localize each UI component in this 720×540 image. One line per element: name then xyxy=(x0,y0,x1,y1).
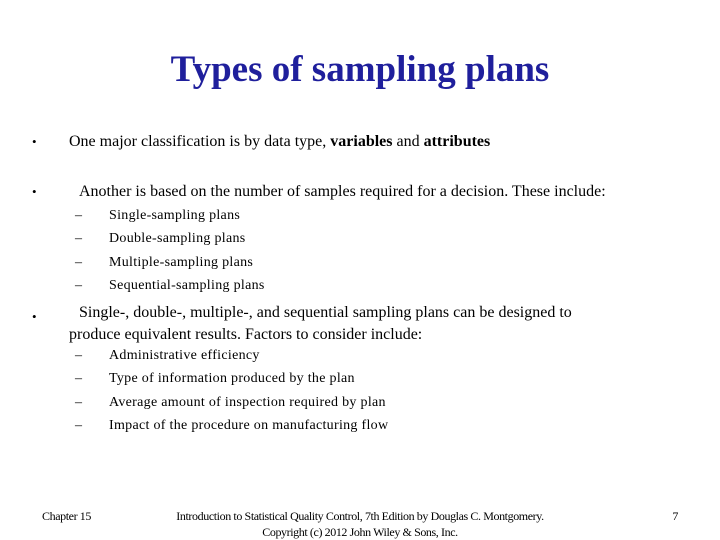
bullet-text-part: and xyxy=(392,133,424,150)
bullet-text xyxy=(69,131,490,153)
sub-item-text: Multiple-sampling plans xyxy=(109,255,254,270)
bullet-data-type xyxy=(32,131,692,153)
bullet-equivalent-results xyxy=(32,302,702,348)
dash-marker: – xyxy=(75,278,83,293)
dash-marker: – xyxy=(75,371,83,386)
bold-term-variables: variables xyxy=(330,133,393,150)
bold-term-attributes: attributes xyxy=(423,133,491,150)
bullet-marker: • xyxy=(32,134,37,149)
dash-marker: – xyxy=(75,418,83,433)
slide-title: Types of sampling plans xyxy=(170,49,550,90)
footer-citation xyxy=(140,508,580,540)
bullet-marker: • xyxy=(32,184,37,199)
dash-marker: – xyxy=(75,395,83,410)
bullet-text-line1: Single-, double-, multiple-, and sequential sampling plans can be designed to xyxy=(79,304,572,321)
sub-item-text: Sequential-sampling plans xyxy=(109,278,265,293)
dash-marker: – xyxy=(75,348,83,363)
sub-item-text: Administrative efficiency xyxy=(109,348,260,363)
dash-marker: – xyxy=(75,231,83,246)
footer-chapter: Chapter 15 xyxy=(42,509,91,523)
bullet-text: Another is based on the number of samples required for a decision. These include: xyxy=(79,183,606,200)
dash-marker: – xyxy=(75,208,83,223)
citation-line-2: Copyright (c) 2012 John Wiley & Sons, Inc. xyxy=(262,525,458,539)
sub-item-text: Average amount of inspection required by plan xyxy=(109,395,386,410)
sub-item-text: Double-sampling plans xyxy=(109,231,246,246)
sub-item-text: Type of information produced by the plan xyxy=(109,371,355,386)
citation-line-1: Introduction to Statistical Quality Control, 7th Edition by Douglas C. Montgomery. xyxy=(176,509,544,523)
bullet-text-part: One major classification is by data type, xyxy=(69,133,331,150)
page-number: 7 xyxy=(672,509,678,523)
bullet-marker: • xyxy=(32,309,37,324)
bullet-number-of-samples xyxy=(32,181,702,203)
dash-marker: – xyxy=(75,255,83,270)
sub-item-text: Impact of the procedure on manufacturing flow xyxy=(109,418,389,433)
sub-item-text: Single-sampling plans xyxy=(109,208,241,223)
bullet-text-line2: produce equivalent results. Factors to consider include: xyxy=(69,326,423,343)
